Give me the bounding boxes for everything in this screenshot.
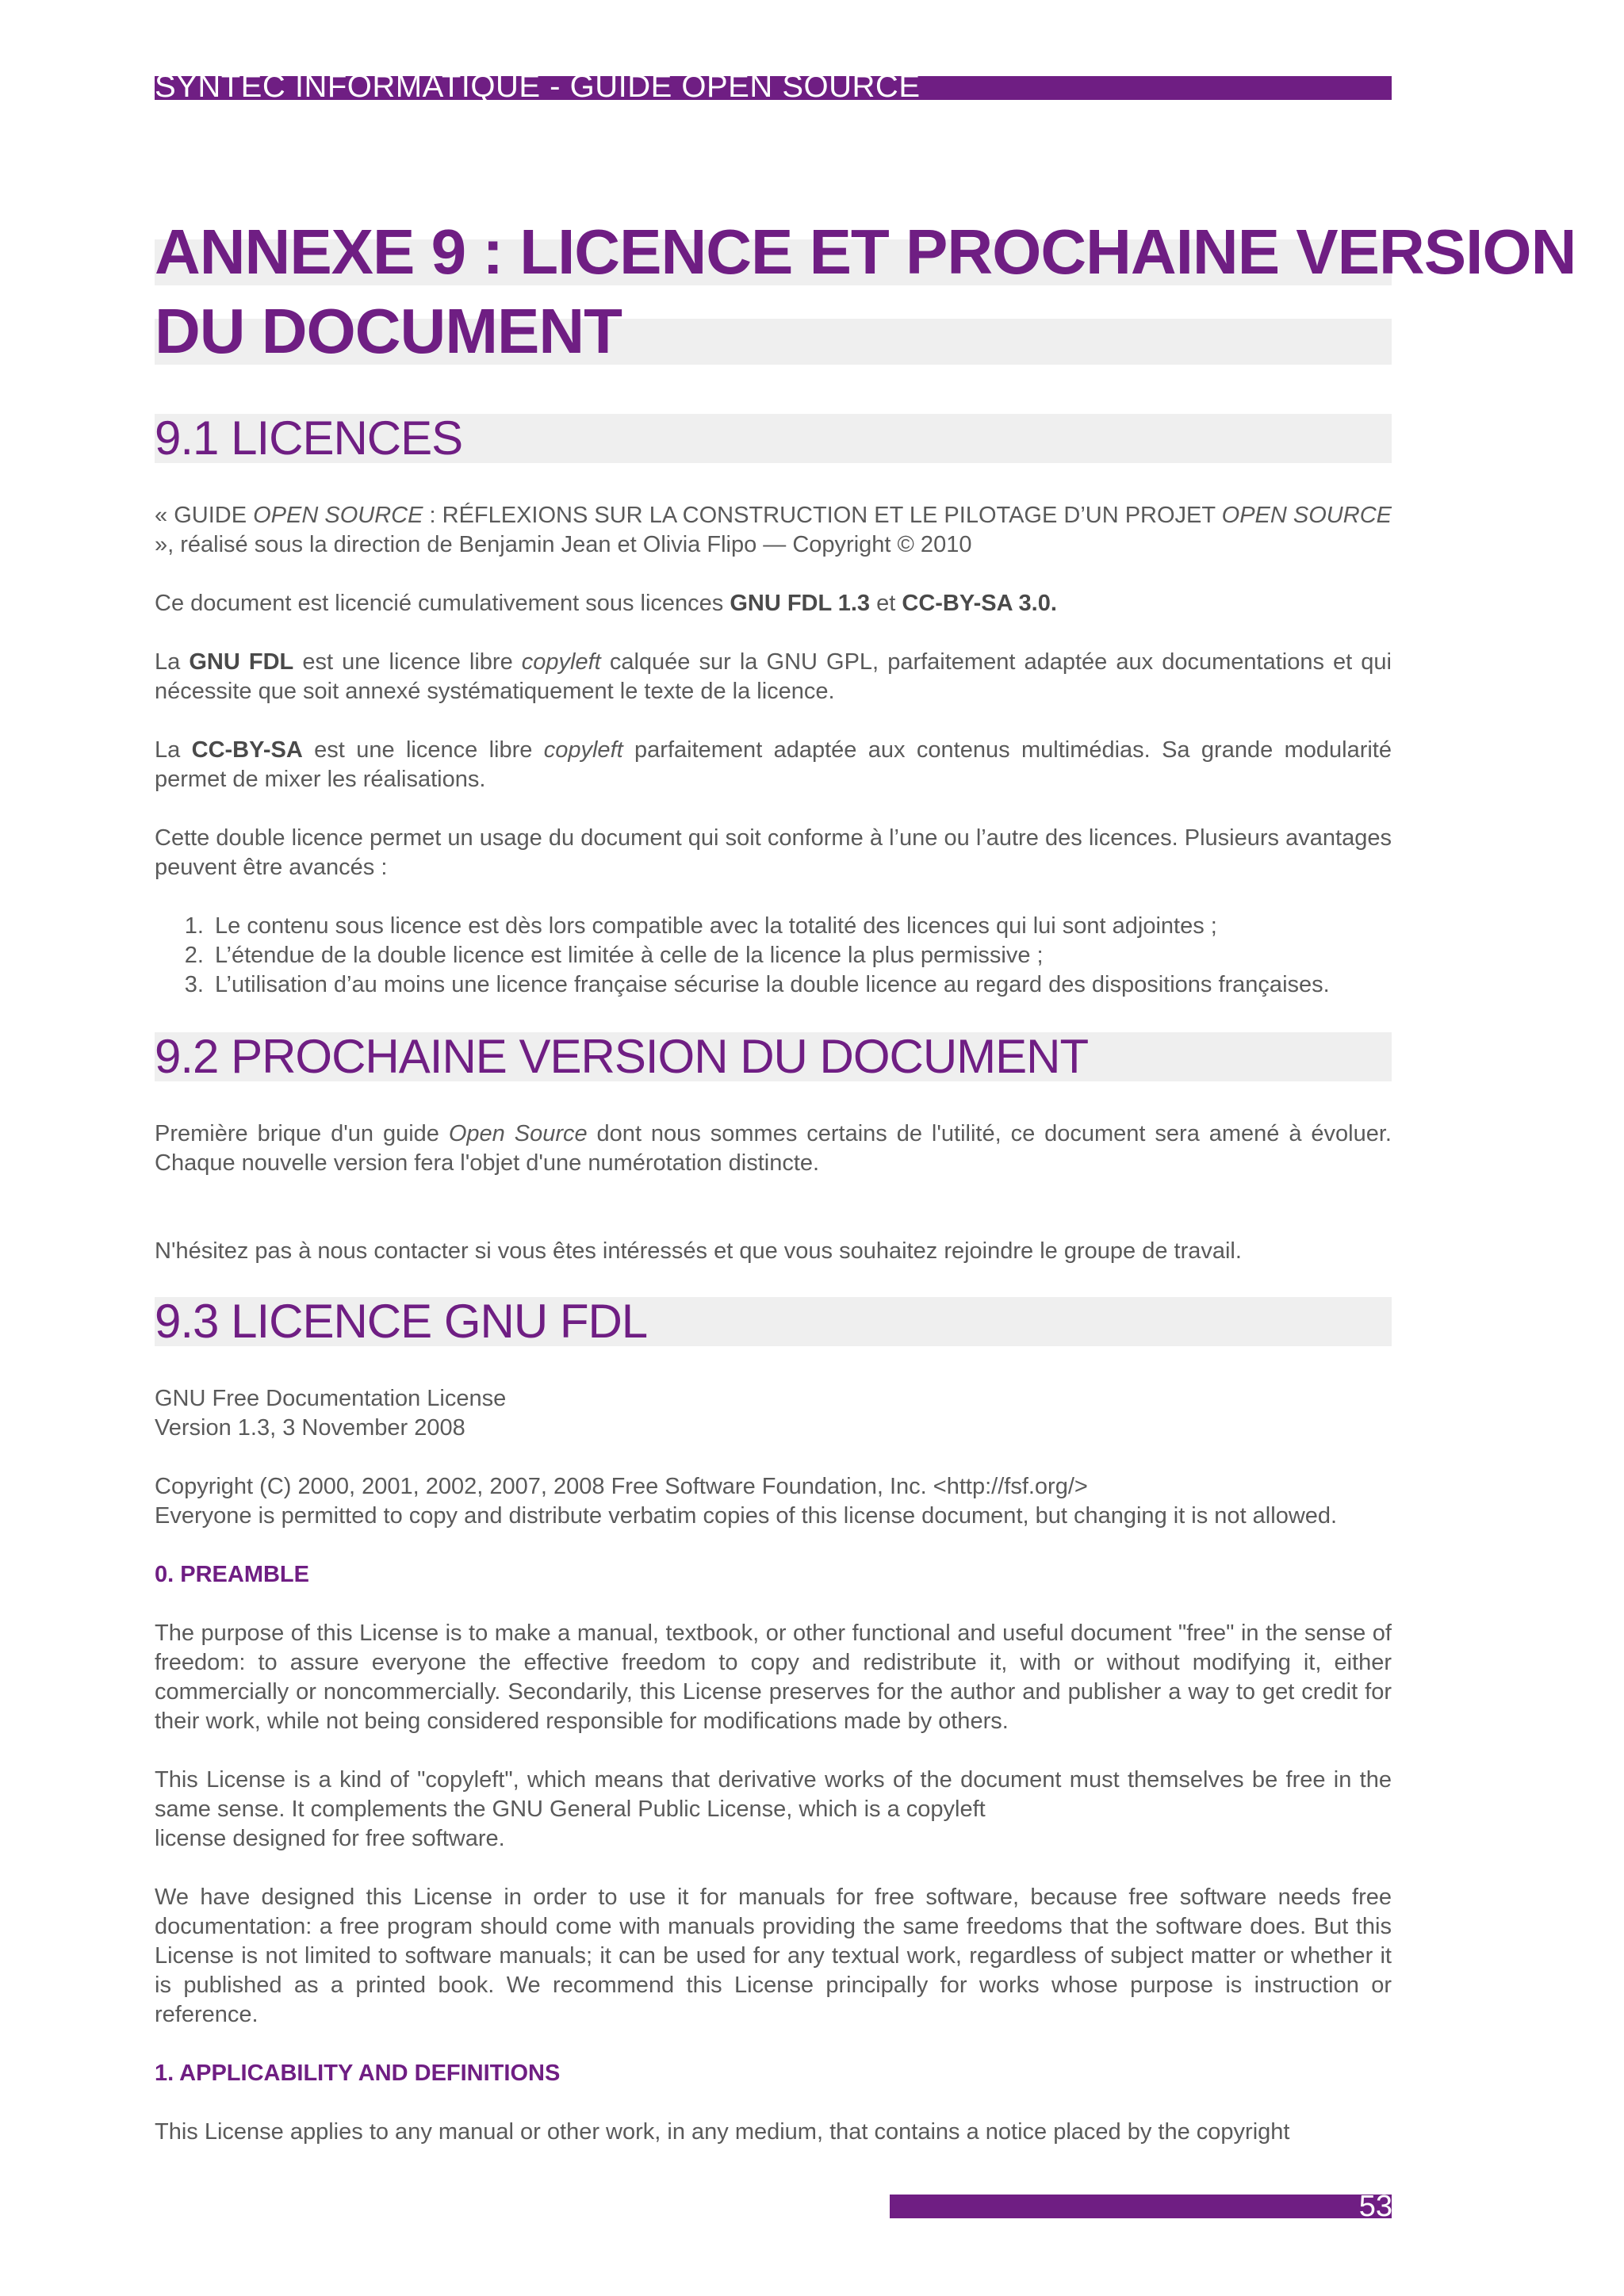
- preamble-paragraph-3: We have designed this License in order to use it for manuals for free software, because free software needs free documentation: a free program should come with manuals providing the same freedoms that the software does. But this License is not limited to software manuals; it can be used for any textual work, regardless of subject matter or whether it is published as a printed book. We recommend this License principally for works whose purpose is instruction or reference.: [155, 1885, 1392, 2027]
- list-item: 2. L’étendue de la double licence est limitée à celle de la licence la plus permissive ;: [210, 941, 1392, 970]
- gnu-fdl-paragraph: La GNU FDL est une licence libre copyleft calquée sur la GNU GPL, parfaitement adaptée aux documentations et qui nécessite que soit annexé systématiquement le texte de la licence.: [155, 649, 1392, 704]
- double-license-paragraph: Cette double licence permet un usage du document qui soit conforme à l’une ou l’autre des licences. Plusieurs avantages peuvent être avancés :: [155, 825, 1392, 880]
- section-9-3: [155, 1297, 1392, 1346]
- annex-title-line1: ANNEXE 9 : LICENCE ET PROCHAINE VERSION: [155, 216, 1576, 287]
- applicability-paragraph-1: This License applies to any manual or other work, in any medium, that contains a notice placed by the copyright: [155, 2119, 1290, 2145]
- section-9-2-body: [155, 1119, 1392, 1266]
- section-heading-9-3: 9.3 LICENCE GNU FDL: [155, 1297, 1392, 1346]
- license-title: GNU Free Documentation License: [155, 1386, 507, 1411]
- section-heading-9-1: 9.1 LICENCES: [155, 414, 1392, 463]
- annex-title-line2: DU DOCUMENT: [155, 292, 1392, 371]
- annex-title: [155, 212, 1576, 371]
- applicability-title: 1. APPLICABILITY AND DEFINITIONS: [155, 2061, 561, 2086]
- contact-paragraph: N'hésitez pas à nous contacter si vous êtes intéressés et que vous souhaitez rejoindre le groupe de travail.: [155, 1238, 1242, 1264]
- preamble-paragraph-1: The purpose of this License is to make a manual, textbook, or other functional and useful document "free" in the sense of freedom: to assure everyone the effective freedom to copy and redistribute it, with or without modifying it, either commercially or noncommercially. Secondarily, this License preserves for the author and publisher a way to get credit for their work, while not being considered responsible for modifications made by others.: [155, 1621, 1392, 1734]
- license-permission: Everyone is permitted to copy and distribute verbatim copies of this license document, but changing it is not allowed.: [155, 1503, 1338, 1529]
- section-9-1: [155, 411, 1392, 465]
- advantages-list: [155, 912, 1392, 1000]
- license-paragraph: Ce document est licencié cumulativement sous licences GNU FDL 1.3 et CC-BY-SA 3.0.: [155, 591, 1057, 616]
- license-copyright: Copyright (C) 2000, 2001, 2002, 2007, 2008 Free Software Foundation, Inc. <http://fsf.org/>: [155, 1474, 1088, 1499]
- footer-bar: [890, 2195, 1392, 2218]
- intro-paragraph: « GUIDE OPEN SOURCE : RÉFLEXIONS SUR LA CONSTRUCTION ET LE PILOTAGE D’UN PROJET OPEN SOURCE », réalisé sous la direction de Benjamin Jean et Olivia Flipo — Copyright © 2010: [155, 503, 1392, 557]
- license-version: Version 1.3, 3 November 2008: [155, 1415, 465, 1441]
- cc-by-sa-paragraph: La CC-BY-SA est une licence libre copyleft parfaitement adaptée aux contenus multimédias. Sa grande modularité permet de mixer les réalisations.: [155, 737, 1392, 792]
- next-version-paragraph: Première brique d'un guide Open Source dont nous sommes certains de l'utilité, ce document sera amené à évoluer. Chaque nouvelle version fera l'objet d'une numérotation distincte.: [155, 1121, 1392, 1176]
- preamble-paragraph-2: This License is a kind of "copyleft", which means that derivative works of the document must themselves be free in the same sense. It complements the GNU General Public License, which is a copyleft license designed for free software.: [155, 1767, 1392, 1851]
- running-header: SYNTEC INFORMATIQUE - GUIDE OPEN SOURCE: [155, 69, 921, 104]
- section-heading-9-2: 9.2 PROCHAINE VERSION DU DOCUMENT: [155, 1032, 1392, 1081]
- section-9-3-body: [155, 1384, 1392, 2147]
- preamble-title: 0. PREAMBLE: [155, 1562, 309, 1587]
- list-item: 1. Le contenu sous licence est dès lors compatible avec la totalité des licences qui lui sont adjointes ;: [210, 912, 1392, 941]
- section-9-2: [155, 1032, 1392, 1081]
- list-item: 3. L’utilisation d’au moins une licence française sécurise la double licence au regard des dispositions françaises.: [210, 970, 1392, 1000]
- section-9-1-body: [155, 501, 1392, 1000]
- page-number: 53: [1358, 2190, 1392, 2223]
